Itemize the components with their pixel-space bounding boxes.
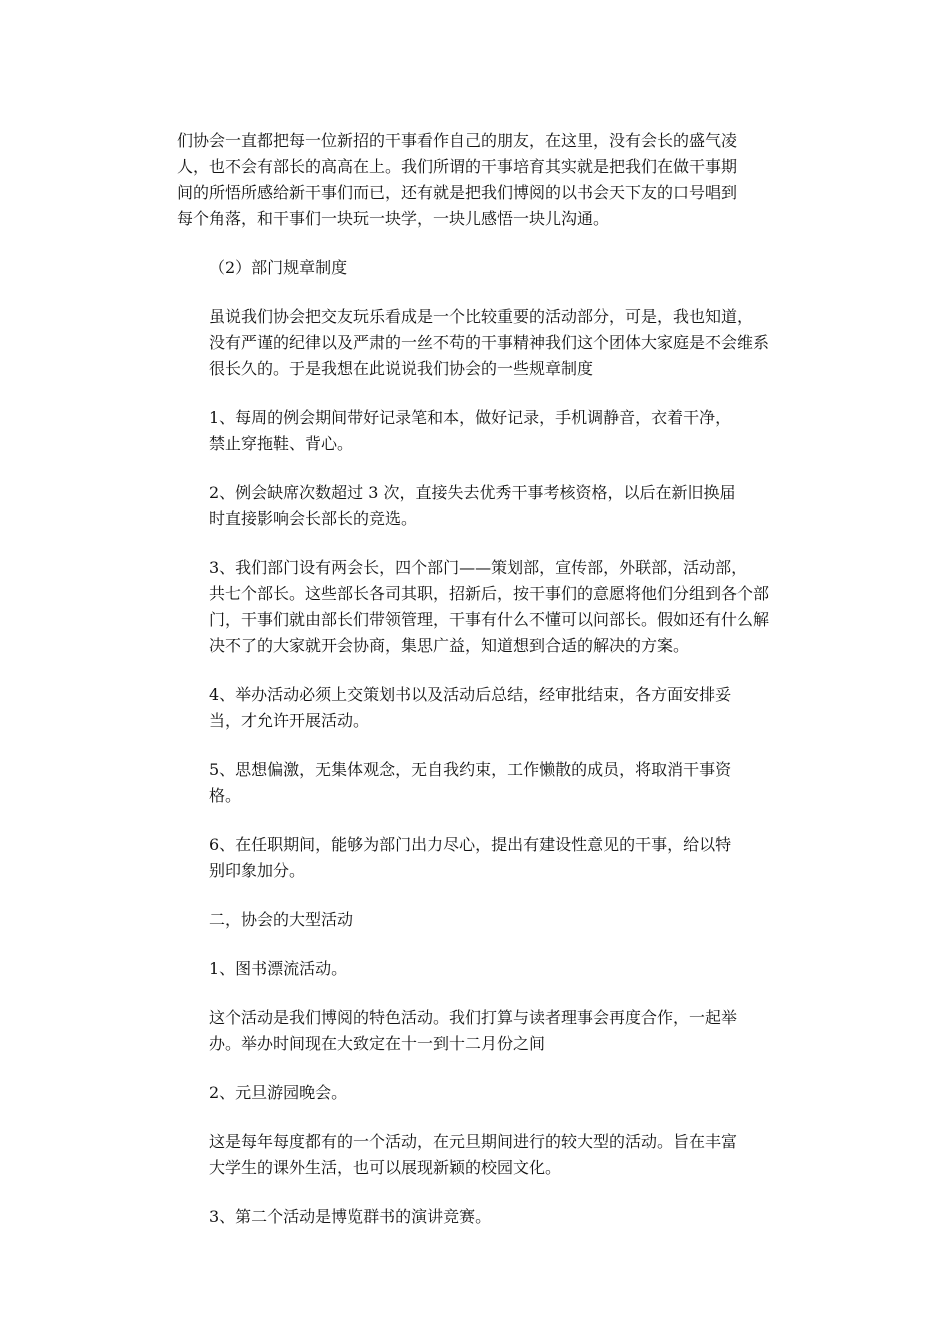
paragraph-gap: [177, 281, 777, 304]
text-line: 时直接影响会长部长的竞选。: [209, 509, 418, 528]
text-line: 大学生的课外生活，也可以展现新颖的校园文化。: [209, 1158, 562, 1177]
section-heading-activities: [177, 907, 777, 933]
rule-item-5: [177, 757, 777, 809]
text-line: 格。: [209, 786, 242, 805]
text-line: 很长久的。于是我想在此说说我们协会的一些规章制度: [209, 359, 594, 378]
paragraph-intro-continued: [177, 128, 777, 232]
text-line: 每个角落，和干事们一块玩一块学，一块儿感悟一块儿沟通。: [177, 209, 610, 228]
text-line: 们协会一直都把每一位新招的干事看作自己的朋友，在这里，没有会长的盛气凌: [177, 131, 738, 150]
text-line: 二，协会的大型活动: [209, 910, 354, 929]
text-line: 虽说我们协会把交友玩乐看成是一个比较重要的活动部分，可是，我也知道，: [209, 307, 754, 326]
text-line: 1、每周的例会期间带好记录笔和本，做好记录，手机调静音，衣着干净，: [209, 408, 732, 427]
activity-description-2: [177, 1129, 777, 1181]
text-line: （2）部门规章制度: [209, 258, 348, 277]
activity-title-2: [177, 1080, 777, 1106]
text-line: 决不了的大家就开会协商，集思广益，知道想到合适的解决的方案。: [209, 636, 690, 655]
paragraph-rules-intro: [177, 304, 777, 382]
rule-item-1: [177, 405, 777, 457]
paragraph-gap: [177, 532, 777, 555]
paragraph-gap: [177, 933, 777, 956]
section-heading-rules: [177, 255, 777, 281]
activity-title-3: [177, 1204, 777, 1230]
rule-item-3: [177, 555, 777, 659]
paragraph-gap: [177, 809, 777, 832]
document-page: [177, 128, 777, 1230]
text-line: 5、思想偏激，无集体观念，无自我约束，工作懒散的成员，将取消干事资: [209, 760, 732, 779]
text-line: 间的所悟所感给新干事们而已，还有就是把我们博阅的以书会天下友的口号唱到: [177, 183, 738, 202]
rule-item-4: [177, 682, 777, 734]
text-line: 别印象加分。: [209, 861, 306, 880]
text-line: 3、我们部门设有两会长，四个部门——策划部，宣传部，外联部，活动部，: [209, 558, 748, 577]
rule-item-2: [177, 480, 777, 532]
rule-item-6: [177, 832, 777, 884]
paragraph-gap: [177, 382, 777, 405]
text-line: 门，干事们就由部长们带领管理，干事有什么不懂可以问部长。假如还有什么解: [209, 610, 770, 629]
paragraph-gap: [177, 982, 777, 1005]
activity-title-1: [177, 956, 777, 982]
paragraph-gap: [177, 884, 777, 907]
paragraph-gap: [177, 1057, 777, 1080]
text-line: 没有严谨的纪律以及严肃的一丝不苟的干事精神我们这个团体大家庭是不会维系: [209, 333, 770, 352]
paragraph-gap: [177, 659, 777, 682]
text-line: 2、例会缺席次数超过 3 次，直接失去优秀干事考核资格，以后在新旧换届: [209, 483, 736, 502]
text-line: 禁止穿拖鞋、背心。: [209, 434, 354, 453]
paragraph-gap: [177, 232, 777, 255]
text-line: 共七个部长。这些部长各司其职，招新后，按干事们的意愿将他们分组到各个部: [209, 584, 770, 603]
text-line: 4、举办活动必须上交策划书以及活动后总结，经审批结束，各方面安排妥: [209, 685, 732, 704]
paragraph-gap: [177, 457, 777, 480]
paragraph-gap: [177, 734, 777, 757]
activity-description-1: [177, 1005, 777, 1057]
text-line: 6、在任职期间，能够为部门出力尽心，提出有建设性意见的干事，给以特: [209, 835, 732, 854]
text-line: 当，才允许开展活动。: [209, 711, 370, 730]
text-line: 这是每年每度都有的一个活动，在元旦期间进行的较大型的活动。旨在丰富: [209, 1132, 738, 1151]
text-line: 2、元旦游园晚会。: [209, 1083, 348, 1102]
text-line: 3、第二个活动是博览群书的演讲竞赛。: [209, 1207, 492, 1226]
paragraph-gap: [177, 1106, 777, 1129]
paragraph-gap: [177, 1181, 777, 1204]
text-line: 1、图书漂流活动。: [209, 959, 348, 978]
text-line: 人，也不会有部长的高高在上。我们所谓的干事培育其实就是把我们在做干事期: [177, 157, 738, 176]
text-line: 这个活动是我们博阅的特色活动。我们打算与读者理事会再度合作，一起举: [209, 1008, 738, 1027]
text-line: 办。举办时间现在大致定在十一到十二月份之间: [209, 1034, 546, 1053]
